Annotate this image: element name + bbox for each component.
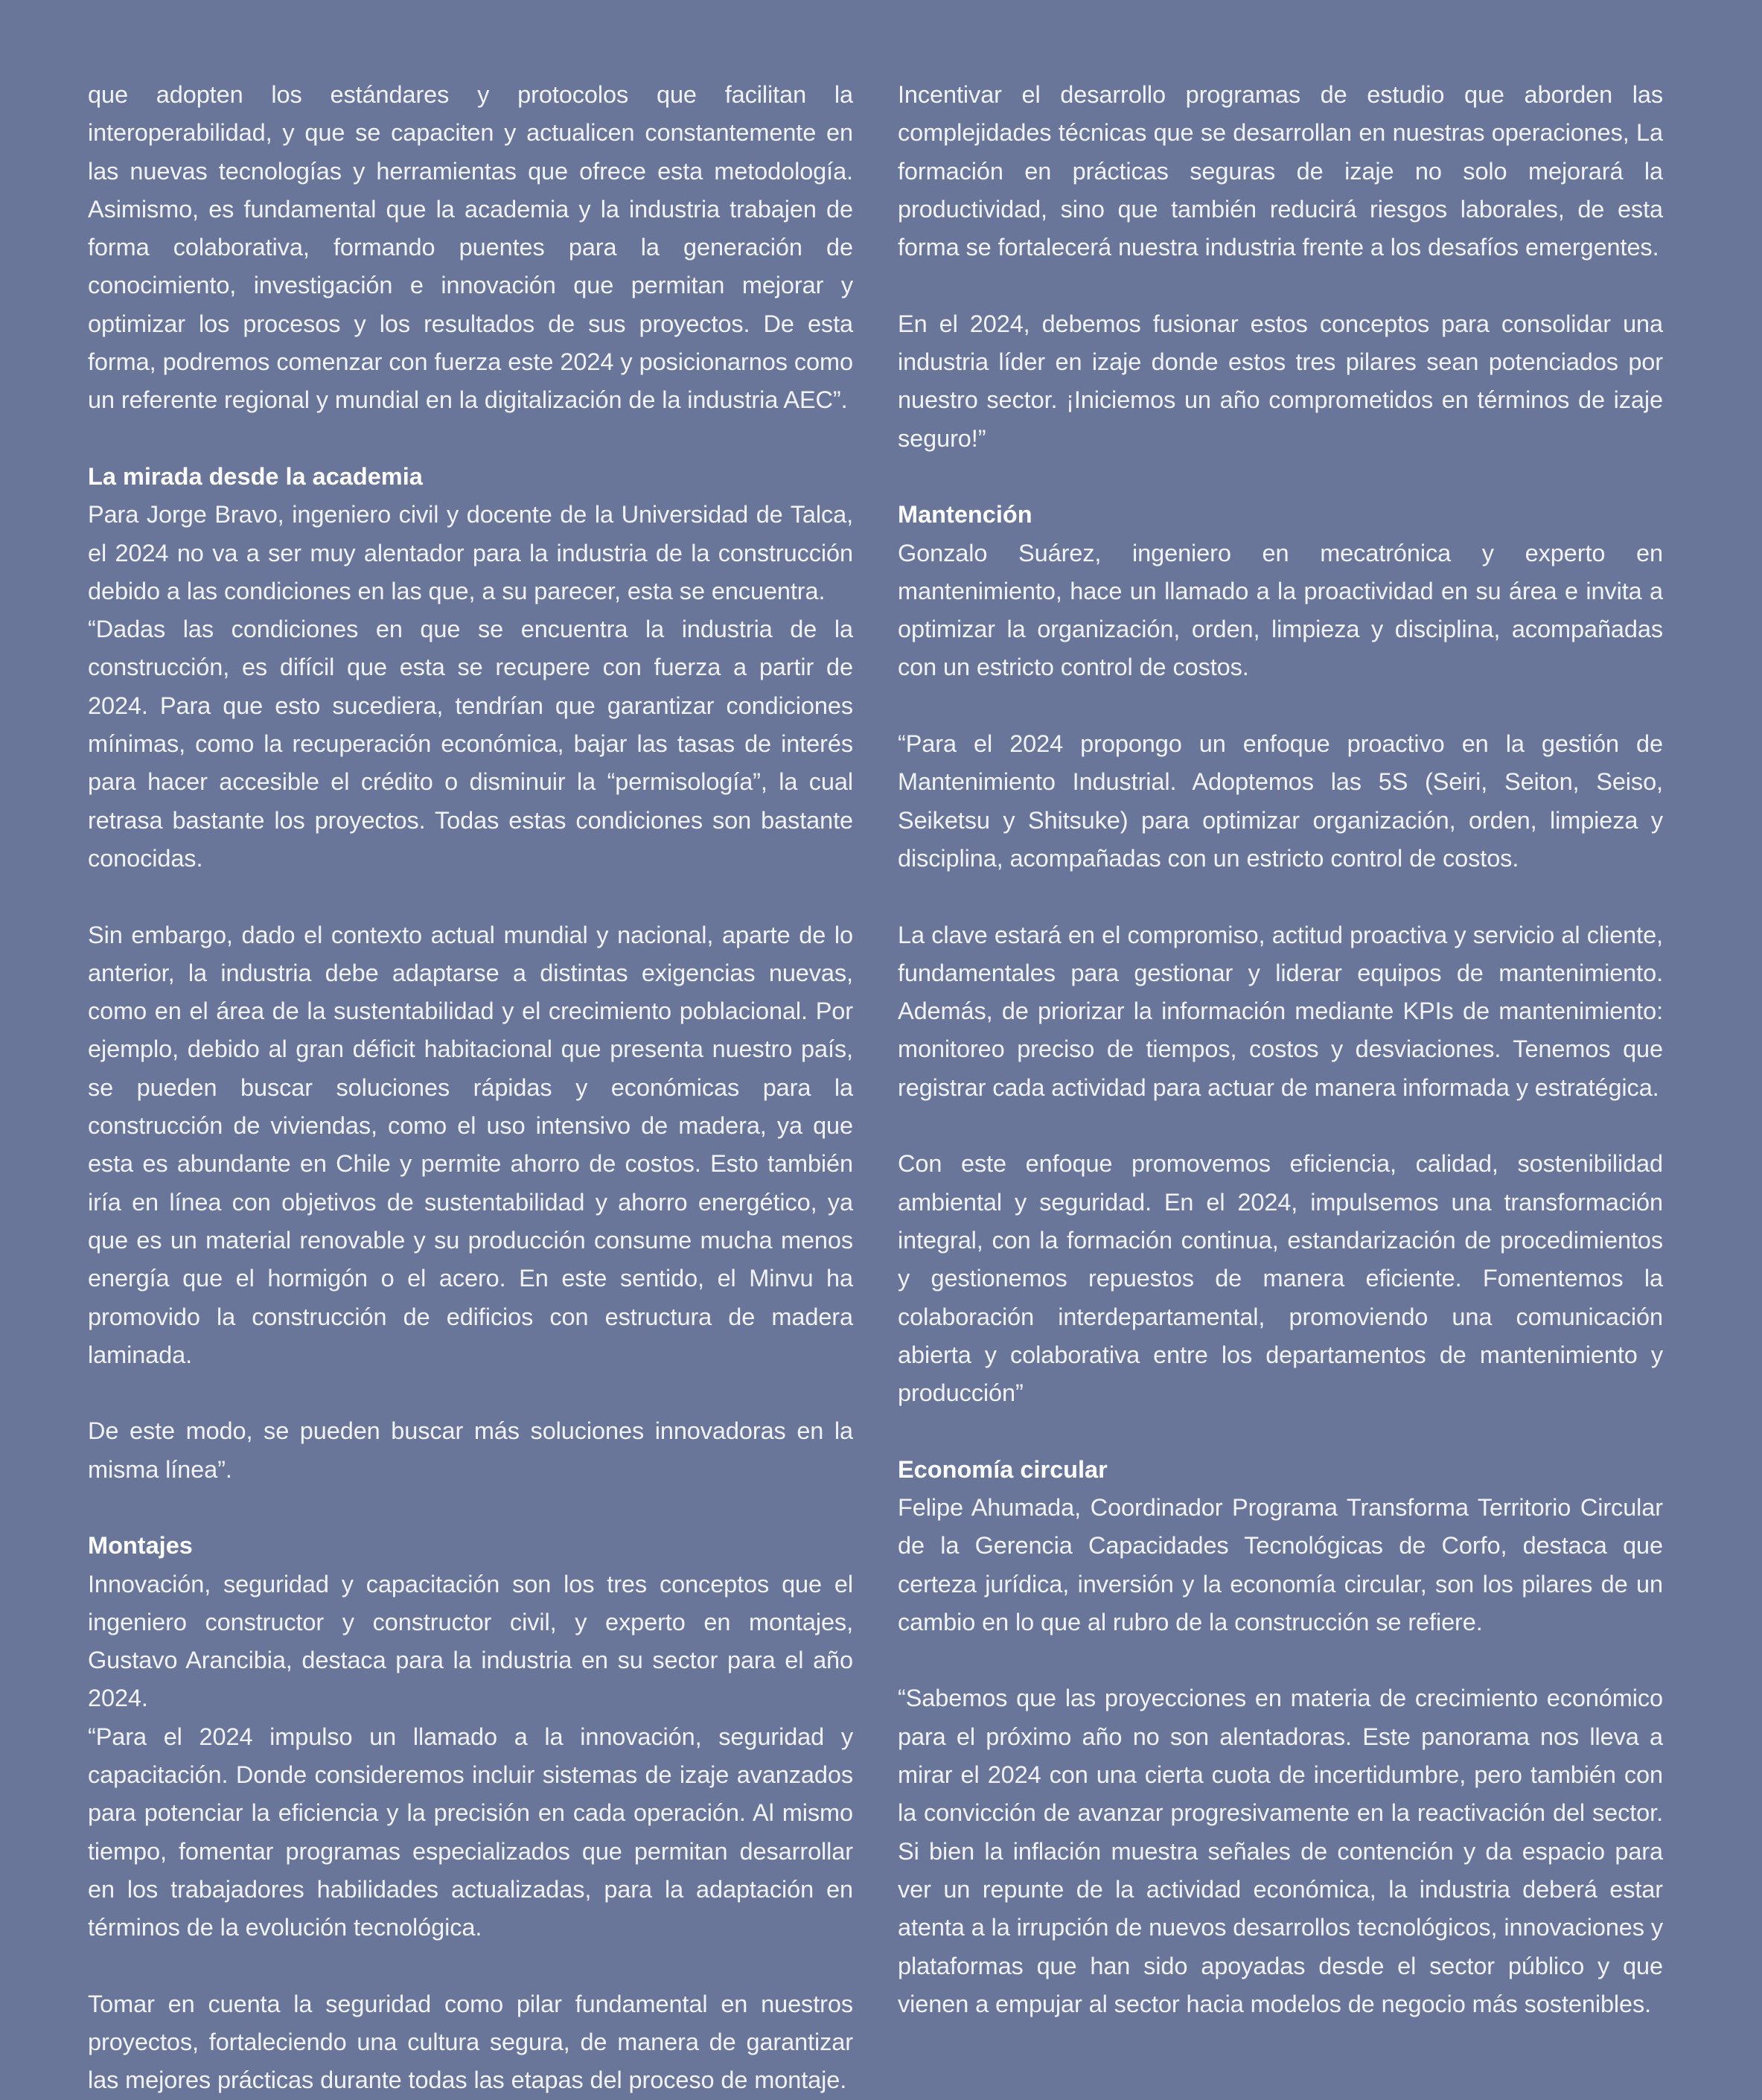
paragraph-gap xyxy=(898,267,1663,304)
paragraph: Tomar en cuenta la seguridad como pilar fundamental en nuestros proyectos, fortaleciendo una cultura segura, de manera de garantizar las mejores prácticas durante todas las etapas del proceso de montaje. xyxy=(88,1990,853,2094)
paragraph: Innovación, seguridad y capacitación son los tres conceptos que el ingeniero constructor y constructor civil, y experto en montajes, Gustavo Arancibia, destaca para la industria en su sector para el año 2024. xyxy=(88,1570,853,1712)
left-column xyxy=(88,76,853,2100)
paragraph: “Para el 2024 propongo un enfoque proactivo en la gestión de Mantenimiento Industrial. Adoptemos las 5S (Seiri, Seiton, Seiso, Seiketsu y Shitsuke) para optimizar organización, orden, limpieza y disciplina, acompañadas con un estricto control de costos. xyxy=(898,730,1663,872)
paragraph-gap xyxy=(898,1107,1663,1145)
paragraph-gap xyxy=(898,458,1663,496)
paragraph: “Sabemos que las proyecciones en materia de crecimiento económico para el próximo año no son alentadoras. Este panorama nos lleva a mirar el 2024 con una cierta cuota de incertidumbre, pero también con la convicción de avanzar progresivamente en la reactivación del sector. Si bien la inflación muestra señales de contención y da espacio para ver un repunte de la actividad económica, la industria deberá estar atenta a la irrupción de nuevos desarrollos tecnológicos, innovaciones y plataformas que han sido apoyadas desde el sector público y que vienen a empujar al sector hacia modelos de negocio más sostenibles. xyxy=(898,1685,1664,2017)
paragraph: Gonzalo Suárez, ingeniero en mecatrónica y experto en mantenimiento, hace un llamado a la proactividad en su área e invita a optimizar la organización, orden, limpieza y disciplina, acompañadas con un estricto control de costos. xyxy=(898,539,1663,681)
paragraph: En el 2024, debemos fusionar estos conceptos para consolidar una industria líder en izaje donde estos tres pilares sean potenciados por nuestro sector. ¡Iniciemos un año comprometidos en términos de izaje seguro!” xyxy=(898,310,1663,452)
paragraph-gap xyxy=(898,1412,1663,1450)
paragraph: La clave estará en el compromiso, actitud proactiva y servicio al cliente, fundamentales para gestionar y liderar equipos de mantenimiento. Además, de priorizar la información mediante KPIs de mantenimiento: monitoreo preciso de tiempos, costos y desviaciones. Tenemos que registrar cada actividad para actuar de manera informada y estratégica. xyxy=(898,921,1663,1101)
paragraph-gap xyxy=(88,1947,853,1985)
section-heading-economia-circular: Economía circular xyxy=(898,1455,1108,1483)
paragraph: que adopten los estándares y protocolos que facilitan la interoperabilidad, y que se capaciten y actualicen constantemente en las nuevas tecnologías y herramientas que ofrece esta metodología. Asimismo, es fundamental que la academia y la industria trabajen de forma colaborativa, formando puentes para la generación de conocimiento, investigación e innovación que permitan mejorar y optimizar los procesos y los resultados de sus proyectos. De esta forma, podremos comenzar con fuerza este 2024 y posicionarnos como un referente regional y mundial en la digitalización de la industria AEC”. xyxy=(88,81,853,414)
paragraph: Sin embargo, dado el contexto actual mundial y nacional, aparte de lo anterior, la industria debe adaptarse a distintas exigencias nuevas, como en el área de la sustentabilidad y el crecimiento poblacional. Por ejemplo, debido al gran déficit habitacional que presenta nuestro país, se pueden buscar soluciones rápidas y económicas para la construcción de viviendas, como el uso intensivo de madera, ya que esta es abundante en Chile y permite ahorro de costos. Esto también iría en línea con objetivos de sustentabilidad y ahorro energético, ya que es un material renovable y su producción consume mucha menos energía que el hormigón o el acero. En este sentido, el Minvu ha promovido la construcción de edificios con estructura de madera laminada. xyxy=(88,921,853,1368)
paragraph: Con este enfoque promovemos eficiencia, calidad, sostenibilidad ambiental y seguridad. En el 2024, impulsemos una transformación integral, con la formación continua, estandarización de procedimientos y gestionemos repuestos de manera eficiente. Fomentemos la colaboración interdepartamental, promoviendo una comunicación abierta y colaborativa entre los departamentos de mantenimiento y producción” xyxy=(898,1150,1663,1407)
paragraph-gap xyxy=(898,687,1663,725)
paragraph-gap xyxy=(88,1374,853,1412)
paragraph-gap xyxy=(898,878,1663,916)
section-heading-montajes: Montajes xyxy=(88,1532,193,1560)
paragraph: Felipe Ahumada, Coordinador Programa Transforma Territorio Circular de la Gerencia Capacidades Tecnológicas de Corfo, destaca que certeza jurídica, inversión y la economía circular, son los pilares de un cambio en lo que al rubro de la construcción se refiere. xyxy=(898,1493,1663,1635)
section-heading-academia: La mirada desde la academia xyxy=(88,462,423,490)
right-column xyxy=(898,76,1663,2023)
paragraph: “Dadas las condiciones en que se encuentra la industria de la construcción, es difícil que esta se recupere con fuerza a partir de 2024. Para que esto sucediera, tendrían que garantizar condiciones mínimas, como la recuperación económica, bajar las tasas de interés para hacer accesible el crédito o disminuir la “permisología”, la cual retrasa bastante los proyectos. Todas estas condiciones son bastante conocidas. xyxy=(88,616,853,872)
paragraph-gap xyxy=(88,1489,853,1527)
paragraph-gap xyxy=(88,420,853,458)
paragraph: “Para el 2024 impulso un llamado a la innovación, seguridad y capacitación. Donde consideremos incluir sistemas de izaje avanzados para potenciar la eficiencia y la precisión en cada operación. Al mismo tiempo, fomentar programas especializados que permitan desarrollar en los trabajadores habilidades actualizadas, para la adaptación en términos de la evolución tecnológica. xyxy=(88,1723,853,1941)
section-heading-mantencion: Mantención xyxy=(898,501,1032,529)
paragraph: Para Jorge Bravo, ingeniero civil y docente de la Universidad de Talca, el 2024 no va a ser muy alentador para la industria de la construcción debido a las condiciones en las que, a su parecer, esta se encuentra. xyxy=(88,501,853,604)
paragraph: De este modo, se pueden buscar más soluciones innovadoras en la misma línea”. xyxy=(88,1417,853,1483)
paragraph-gap xyxy=(898,1641,1663,1679)
paragraph-gap xyxy=(88,878,853,916)
paragraph: Incentivar el desarrollo programas de estudio que aborden las complejidades técnicas que se desarrollan en nuestras operaciones, La formación en prácticas seguras de izaje no solo mejorará la productividad, sino que también reducirá riesgos laborales, de esta forma se fortalecerá nuestra industria frente a los desafíos emergentes. xyxy=(898,81,1663,261)
